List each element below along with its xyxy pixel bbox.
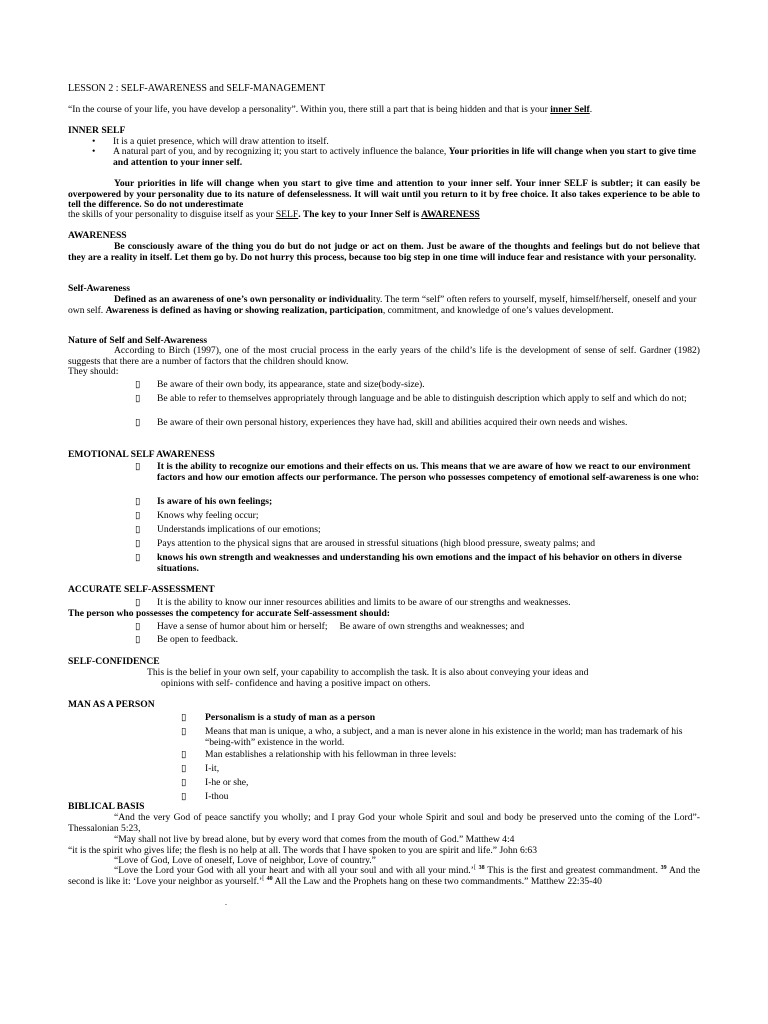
accurate-list-item [135, 598, 700, 609]
biblical-heading: BIBLICAL BASIS [68, 801, 145, 812]
box-marker: ▯ [135, 552, 141, 563]
biblical-verse-2: “May shall not live by bread alone, but by every word that comes from the mouth of God.” Matthew 4:4 [114, 834, 515, 845]
biblical-verse-1: “And the very God of peace sanctify you wholly; and I pray God your whole Spirit and soul and body be preserved unto the coming of the Lord”- Thessalonian 5:23, [68, 812, 700, 834]
list-item-text: knows his own strength and weaknesses and understanding his own emotions and the impact of his behavior on others in diverse situations. [157, 552, 682, 574]
emotional-list-item [135, 462, 700, 483]
intro-emphasis: inner Self [550, 104, 590, 115]
box-marker: ▯ [135, 597, 141, 608]
inner-self-key-line [68, 210, 700, 221]
bullet-text: A natural part of you, and by recognizing it; you start to actively influence the balance, [113, 146, 449, 157]
awareness-heading: AWARENESS [68, 230, 127, 241]
man-list-item [181, 750, 700, 761]
list-item-text: Be aware of their own personal history, experiences they have had, skill and abilities acquired their own needs and wishes. [157, 417, 628, 428]
nature-list-item [135, 380, 695, 391]
footnote-ref: [ [262, 875, 265, 882]
list-item-text: Knows why feeling occur; [157, 510, 259, 521]
biblical-verse-5 [68, 866, 700, 887]
box-marker: ▯ [181, 726, 187, 737]
nature-they-should: They should: [68, 366, 119, 377]
nature-heading: Nature of Self and Self-Awareness [68, 335, 208, 346]
emotional-heading: EMOTIONAL SELF AWARENESS [68, 449, 215, 460]
sa-bold-2: Awareness is defined as having or showing realization, participation [105, 304, 383, 316]
bullet-text-bold: Your priorities in life will change when you start to give time and attention to your inner self. [113, 146, 697, 168]
man-list-item [181, 713, 700, 724]
accurate-list-item [135, 622, 700, 633]
box-marker: ▯ [135, 417, 141, 428]
sa-text-1: ity. The term “self” often refers to yourself, myself, himself/herself, oneself and your own self. [68, 294, 697, 316]
verse-5-part-a: “Love the Lord your God with all your heart and with all your soul and with all your mind.’ [114, 865, 474, 876]
sa-bold-1: Defined as an awareness of one’s own personality or individual [114, 294, 371, 305]
emotional-list-item [135, 511, 695, 522]
bullet-marker: • [92, 146, 96, 157]
list-item-text: Man establishes a relationship with his fellowman in three levels: [205, 749, 457, 760]
nature-list-item [135, 418, 700, 429]
box-marker: ▯ [181, 749, 187, 760]
accurate-list-item [135, 635, 695, 646]
box-marker: ▯ [135, 510, 141, 521]
self-awareness-paragraph [68, 295, 700, 316]
key-line-text: the skills of your personality to disguise itself as your [68, 209, 276, 220]
list-item-text: Means that man is unique, a who, a subject, and a man is never alone in his existence in the world; man has trademark of his “being-with” existence in the world. [205, 726, 683, 748]
verse-5-part-b: This is the first and greatest commandment. [484, 865, 661, 876]
footnote-ref: [ [473, 864, 476, 871]
man-list-item [181, 764, 700, 775]
sa-text-2: , commitment, and knowledge of one’s values development. [382, 304, 614, 316]
key-line-awareness: AWARENESS [421, 209, 480, 220]
emotional-list-item [135, 553, 700, 574]
list-item-text: Personalism is a study of man as a person [205, 712, 376, 723]
bullet-marker: • [92, 136, 96, 147]
list-item-text: It is the ability to recognize our emotions and their effects on us. This means that we are aware of how we react to our environment factors and how our emotion affects our performance. The person who possesses competency of emotional self-awareness is one who: [157, 461, 700, 483]
box-marker: ▯ [135, 538, 141, 549]
box-marker: ▯ [135, 496, 141, 507]
list-item-text: Is aware of his own feelings; [157, 496, 273, 507]
man-heading: MAN AS A PERSON [68, 699, 155, 710]
list-item-text: It is the ability to know our inner resources abilities and limits to be aware of our strengths and weaknesses. [157, 597, 571, 608]
box-marker: ▯ [181, 763, 187, 774]
awareness-paragraph: Be consciously aware of the thing you do but do not judge or act on them. Just be aware of the thoughts and feelings but do not believe that they are a reality in itself. Let them go by. Do not hurry this process, because too big step in one time will induce fear and resistance with your personality. [68, 241, 700, 263]
verse-number-40: 40 [266, 875, 273, 882]
intro-end: . [589, 104, 593, 115]
verse-5-part-d: All the Law and the Prophets hang on these two commandments.” Matthew 22:35-40 [272, 875, 602, 887]
list-item-text: I-he or she, [205, 777, 249, 788]
box-marker: ▯ [135, 634, 141, 645]
inner-self-heading: INNER SELF [68, 125, 126, 136]
accurate-bold-line: The person who possesses the competency for accurate Self-assessment should: [68, 608, 390, 619]
nature-list-item [135, 394, 700, 405]
emotional-list-item [135, 497, 695, 508]
list-item-text: Be able to refer to themselves appropriately through language and be able to distinguish description which apply to self and which do not; [157, 393, 687, 404]
key-line-bold: . The key to your Inner Self is [298, 209, 422, 220]
inner-self-paragraph: Your priorities in life will change when you start to give time and attention to your inner self. Your inner SELF is subtler; it can easily be overpowered by your personality due to its nature of defenselessness. It will wait until you return to it by free choice. It also takes experience to be able to tell the difference. So do not underestimate [68, 178, 700, 211]
verse-number-39: 39 [660, 864, 667, 871]
verse-number-38: 38 [478, 864, 485, 871]
key-line-self: SELF [275, 209, 299, 220]
lesson-title: LESSON 2 : SELF-AWARENESS and SELF-MANAGEMENT [68, 83, 326, 94]
emotional-list-item [135, 525, 695, 536]
list-item-text: Understands implications of our emotions; [157, 524, 321, 535]
verse-5-part-c: And the second is like it: ‘Love your neighbor as yourself.’ [68, 865, 700, 887]
list-item-text: I-thou [205, 791, 229, 802]
box-marker: ▯ [135, 379, 141, 390]
intro-text: “In the course of your life, you have develop a personality”. Within you, there still a part that is being hidden and that is your [68, 104, 551, 115]
confidence-line-2: opinions with self- confidence and having a positive impact on others. [161, 678, 431, 689]
list-item-text: Have a sense of humor about him or herself; Be aware of own strengths and weaknesses; and [157, 621, 525, 632]
man-list-item [181, 778, 700, 789]
man-list-item [181, 792, 700, 803]
bullet-text: It is a quiet presence, which will draw attention to itself. [113, 136, 329, 147]
confidence-line-1: This is the belief in your own self, your capability to accomplish the task. It is also about conveying your ideas and [147, 667, 589, 678]
box-marker: ▯ [135, 393, 141, 404]
box-marker: ▯ [135, 621, 141, 632]
inner-self-bullet [92, 147, 700, 168]
confidence-heading: SELF-CONFIDENCE [68, 656, 160, 667]
biblical-verse-3: “it is the spirit who gives life; the flesh is no help at all. The words that I have spoken to you are spirit and life.” John 6:63 [68, 845, 538, 856]
self-awareness-heading: Self-Awareness [68, 283, 130, 294]
list-item-text: I-it, [205, 763, 220, 774]
box-marker: ▯ [181, 712, 187, 723]
emotional-list-item [135, 539, 700, 550]
box-marker: ▯ [135, 461, 141, 472]
biblical-verse-4: “Love of God, Love of oneself, Love of neighbor, Love of country.” [114, 855, 376, 866]
man-list-item [181, 727, 700, 748]
list-item-text: Be aware of their own body, its appearance, state and size(body-size). [157, 379, 425, 390]
list-item-text: Be open to feedback. [157, 634, 238, 645]
box-marker: ▯ [135, 524, 141, 535]
accurate-heading: ACCURATE SELF-ASSESSMENT [68, 584, 215, 595]
intro-paragraph [68, 105, 700, 116]
footer-mark: - [225, 902, 227, 908]
nature-paragraph: According to Birch (1997), one of the most crucial process in the early years of the child’s life is the development of sense of self. Gardner (1982) suggests that there are a number of factors that the children should know. [68, 345, 700, 367]
box-marker: ▯ [181, 777, 187, 788]
list-item-text: Pays attention to the physical signs that are aroused in stressful situations (high blood pressure, sweaty palms; and [157, 538, 596, 549]
box-marker: ▯ [181, 791, 187, 802]
